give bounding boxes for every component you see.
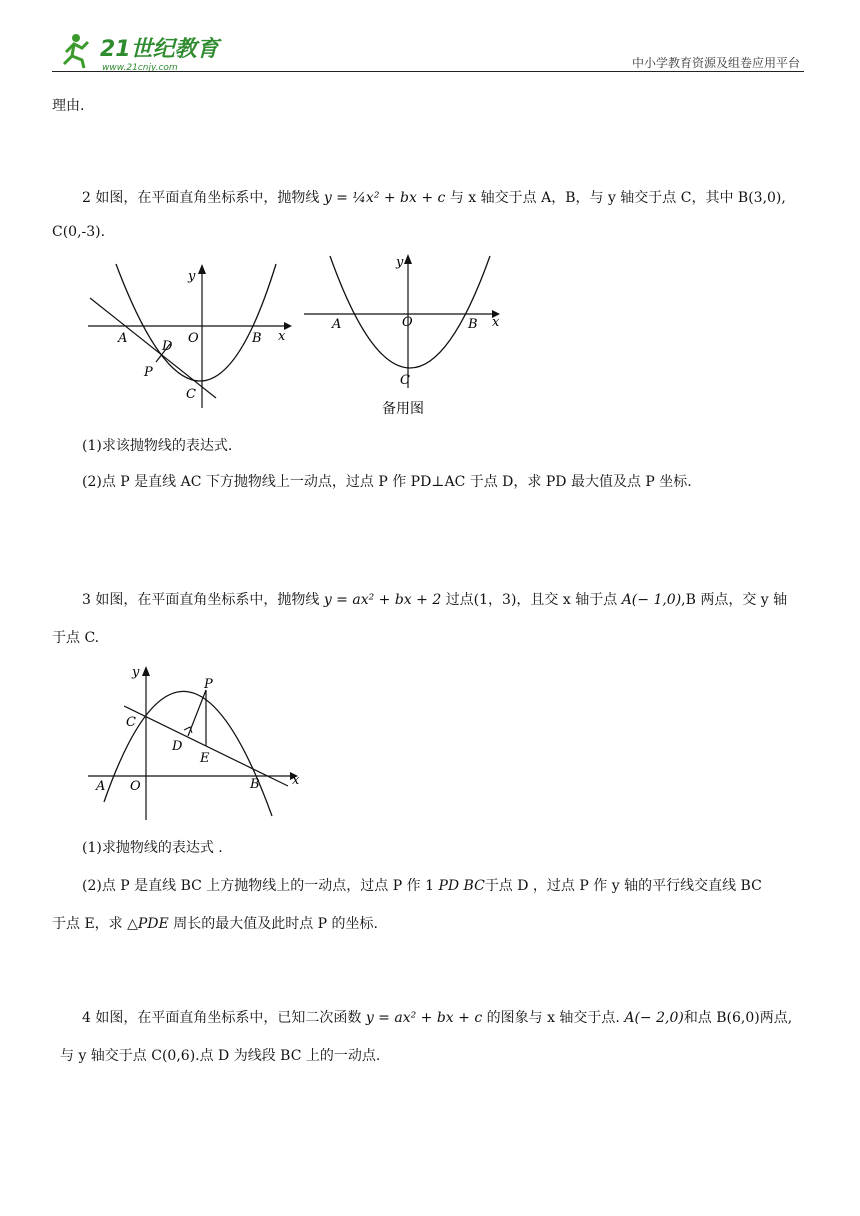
fig3-label-x: x xyxy=(292,773,300,788)
runner-icon xyxy=(64,34,88,68)
q4-text-a: 4 如图，在平面直角坐标系中，已知二次函数 xyxy=(82,1010,362,1026)
q3-figure xyxy=(84,660,304,825)
fig1-label-C: C xyxy=(186,387,196,402)
q2-figure-backup xyxy=(302,248,512,423)
q2-formula: y = ¼x² + bx + c xyxy=(323,190,446,206)
q4-line1 xyxy=(82,1008,792,1028)
fig1-label-A: A xyxy=(118,331,128,346)
q3-part1: (1)求抛物线的表达式 . xyxy=(82,840,223,856)
q3-text-c: ,B 两点，交 y 轴 xyxy=(681,592,788,608)
q3-point-a: A(− 1,0) xyxy=(621,592,682,608)
q3-p3-text-b: 周长的最大值及此时点 P 的坐标. xyxy=(173,916,378,932)
fig3-label-P: P xyxy=(204,677,213,692)
fig2-label-x: x xyxy=(492,315,500,330)
fig2-caption: 备用图 xyxy=(382,401,424,417)
q3-part2-line1 xyxy=(82,876,762,896)
platform-name: 中小学教育资源及组卷应用平台 xyxy=(631,56,800,70)
q2-part2: (2)点 P 是直线 AC 下方抛物线上一动点，过点 P 作 PD⊥AC 于点 D，求 PD 最大值及点 P 坐标. xyxy=(82,474,692,490)
q3-text-b: 过点(1，3)，且交 x 轴于点 xyxy=(445,592,618,608)
q3-p2-text-a: (2)点 P 是直线 BC 上方抛物线上的一动点，过点 P 作 1 xyxy=(82,878,434,894)
fig3-label-O: O xyxy=(130,779,141,794)
fig2-label-y: y xyxy=(396,255,404,270)
q3-p2-text-b: 于点 D ，过点 P 作 y 轴的平行线交直线 BC xyxy=(484,878,762,894)
q3-p2-math: PD BC xyxy=(438,878,485,894)
q4-formula: y = ax² + bx + c xyxy=(365,1010,483,1026)
q3-line2: 于点 C. xyxy=(52,630,100,646)
logo-text: 21世纪教育 xyxy=(100,37,219,62)
q2-text-a: 2 如图，在平面直角坐标系中，抛物线 xyxy=(82,190,320,206)
fig2-label-A: A xyxy=(332,317,342,332)
fig3-label-C: C xyxy=(126,715,136,730)
fig3-label-E: E xyxy=(200,751,210,766)
q2-text-b: 与 x 轴交于点 A，B，与 y 轴交于点 C，其中 B(3,0), xyxy=(449,190,786,206)
q4-text-c: 和点 B(6,0)两点, xyxy=(683,1010,793,1026)
q3-p3-math: △PDE xyxy=(127,916,169,932)
q3-formula: y = ax² + bx + 2 xyxy=(323,592,442,608)
fig1-label-B: B xyxy=(252,331,262,346)
fig2-label-C: C xyxy=(400,373,410,388)
q3-line1 xyxy=(82,590,787,610)
text-line-reason: 理由. xyxy=(52,98,85,114)
q2-line2: C(0,-3). xyxy=(52,224,106,240)
q4-point-a: A(− 2,0) xyxy=(624,1010,684,1026)
q2-line1 xyxy=(82,188,786,208)
fig1-label-O: O xyxy=(188,331,199,346)
site-logo xyxy=(60,30,230,74)
fig2-label-B: B xyxy=(468,317,478,332)
q2-figure-main xyxy=(84,258,294,418)
fig1-label-x: x xyxy=(278,329,286,344)
fig3-label-B: B xyxy=(250,777,260,792)
fig1-label-D: D xyxy=(162,339,173,354)
fig3-label-A: A xyxy=(96,779,106,794)
fig2-label-O: O xyxy=(402,315,413,330)
q3-p3-text-a: 于点 E，求 xyxy=(52,916,123,932)
fig3-label-y: y xyxy=(132,665,140,680)
q4-line2: 与 y 轴交于点 C(0,6).点 D 为线段 BC 上的一动点. xyxy=(60,1048,381,1064)
q3-text-a: 3 如图，在平面直角坐标系中，抛物线 xyxy=(82,592,320,608)
fig3-label-D: D xyxy=(172,739,183,754)
logo-url: www.21cnjy.com xyxy=(102,63,178,73)
fig1-label-P: P xyxy=(144,365,153,380)
q2-part1: (1)求该抛物线的表达式. xyxy=(82,438,233,454)
header-divider xyxy=(52,71,804,72)
q3-part2-line2 xyxy=(52,914,378,934)
q4-text-b: 的图象与 x 轴交于点. xyxy=(486,1010,620,1026)
fig1-label-y: y xyxy=(188,269,196,284)
